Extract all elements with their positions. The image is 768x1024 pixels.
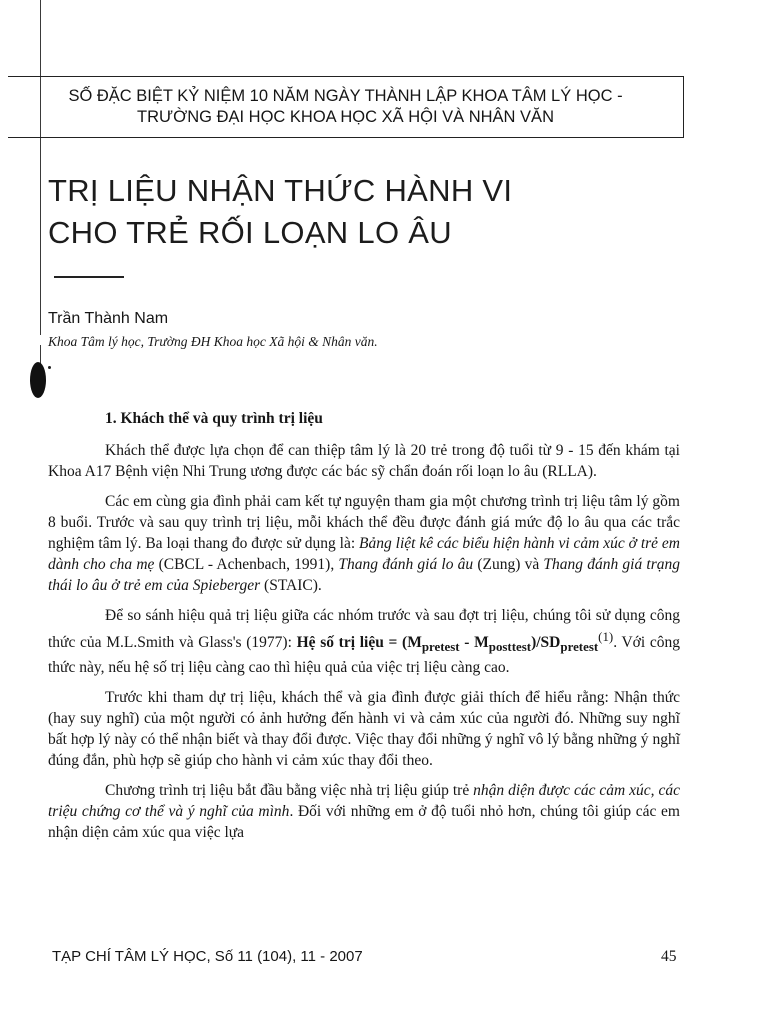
formula: Hệ số trị liệu = $(M_{pretest} - M_{posttest})/SD_{pretest}$ <box>296 634 599 655</box>
author-name: Trần Thành Nam <box>48 310 169 327</box>
section-heading: 1. Khách thể và quy trình trị liệu <box>105 410 323 427</box>
author-affiliation: Khoa Tâm lý học, Trường ĐH Khoa học Xã hội & Nhân văn. <box>48 334 378 349</box>
header-line-2: TRƯỜNG ĐẠI HỌC KHOA HỌC XÃ HỘI VÀ NHÂN VĂN <box>137 108 554 126</box>
margin-line-top <box>40 0 41 335</box>
paragraph-2: Các em cùng gia đình phải cam kết tự nguyện tham gia một chương trình trị liệu tâm lý gồm 8 buổi. Trước và sau quy trình trị liệu, mỗi khách thể đều được đánh giá mức độ lo âu qua các trắc nghiệm tâm lý. Ba loại thang đo được sử dụng là: Bảng liệt kê các biểu hiện hành vi cảm xúc ở trẻ em dành cho cha mẹ (CBCL - Achenbach, 1991), Thang đánh giá lo âu (Zung) và Thang đánh giá trạng thái lo âu ở trẻ em của Spieberger (STAIC). <box>48 493 681 594</box>
paragraph-5: Chương trình trị liệu bắt đầu bằng việc nhà trị liệu giúp trẻ nhận diện được các cảm xúc, các triệu chứng cơ thể và ý nghĩ của mình. Đối với những em ở độ tuổi nhỏ hơn, chúng tôi giúp các em nhận diện cảm xúc qua việc lựa <box>48 782 680 842</box>
scan-mark <box>30 362 46 398</box>
title-line-1: TRỊ LIỆU NHẬN THỨC HÀNH VI <box>48 173 513 208</box>
paragraph-4: Trước khi tham dự trị liệu, khách thể và gia đình được giải thích để hiểu rằng: Nhận thức (hay suy nghĩ) của một người có ảnh hưởng đến hành vi và cảm xúc của người đó. Những suy nghĩ bất hợp lý này có thể nhận biết và thay đổi được. Việc thay đổi những ý nghĩ vô lý bằng những ý nghĩ đúng đắn, phù hợp sẽ giúp cho hành vi cảm xúc thay đổi theo. <box>48 689 680 770</box>
scan-dot <box>48 366 51 369</box>
paragraph-3: Để so sánh hiệu quả trị liệu giữa các nhóm trước và sau đợt trị liệu, chúng tôi sử dụng công thức của M.L.Smith và Glass's (1977): Hệ số trị liệu = $(M_{pretest} - M_{posttest})/SD_{pretest}^{(1)}$. Với công thức này, nếu hệ số trị liệu càng cao thì hiệu quả của việc trị liệu càng cao. <box>48 607 681 677</box>
special-issue-header <box>8 76 684 138</box>
article-body <box>48 408 680 852</box>
article-title <box>48 170 512 254</box>
header-line-1: SỐ ĐẶC BIỆT KỶ NIỆM 10 NĂM NGÀY THÀNH LẬP KHOA TÂM LÝ HỌC - <box>68 87 623 105</box>
title-line-2: CHO TRẺ RỐI LOẠN LO ÂU <box>48 215 452 250</box>
page-number: 45 <box>661 948 677 965</box>
footnote-ref: (1) <box>598 629 614 644</box>
paragraph-1: Khách thể được lựa chọn để can thiệp tâm lý là 20 trẻ trong độ tuổi từ 9 - 15 đến khám tại Khoa A17 Bệnh viện Nhi Trung ương được các bác sỹ chẩn đoán rối loạn lo âu (RLLA). <box>48 442 680 480</box>
title-rule <box>54 276 124 278</box>
journal-footer: TẠP CHÍ TÂM LÝ HỌC, Số 11 (104), 11 - 2007 <box>52 948 363 965</box>
